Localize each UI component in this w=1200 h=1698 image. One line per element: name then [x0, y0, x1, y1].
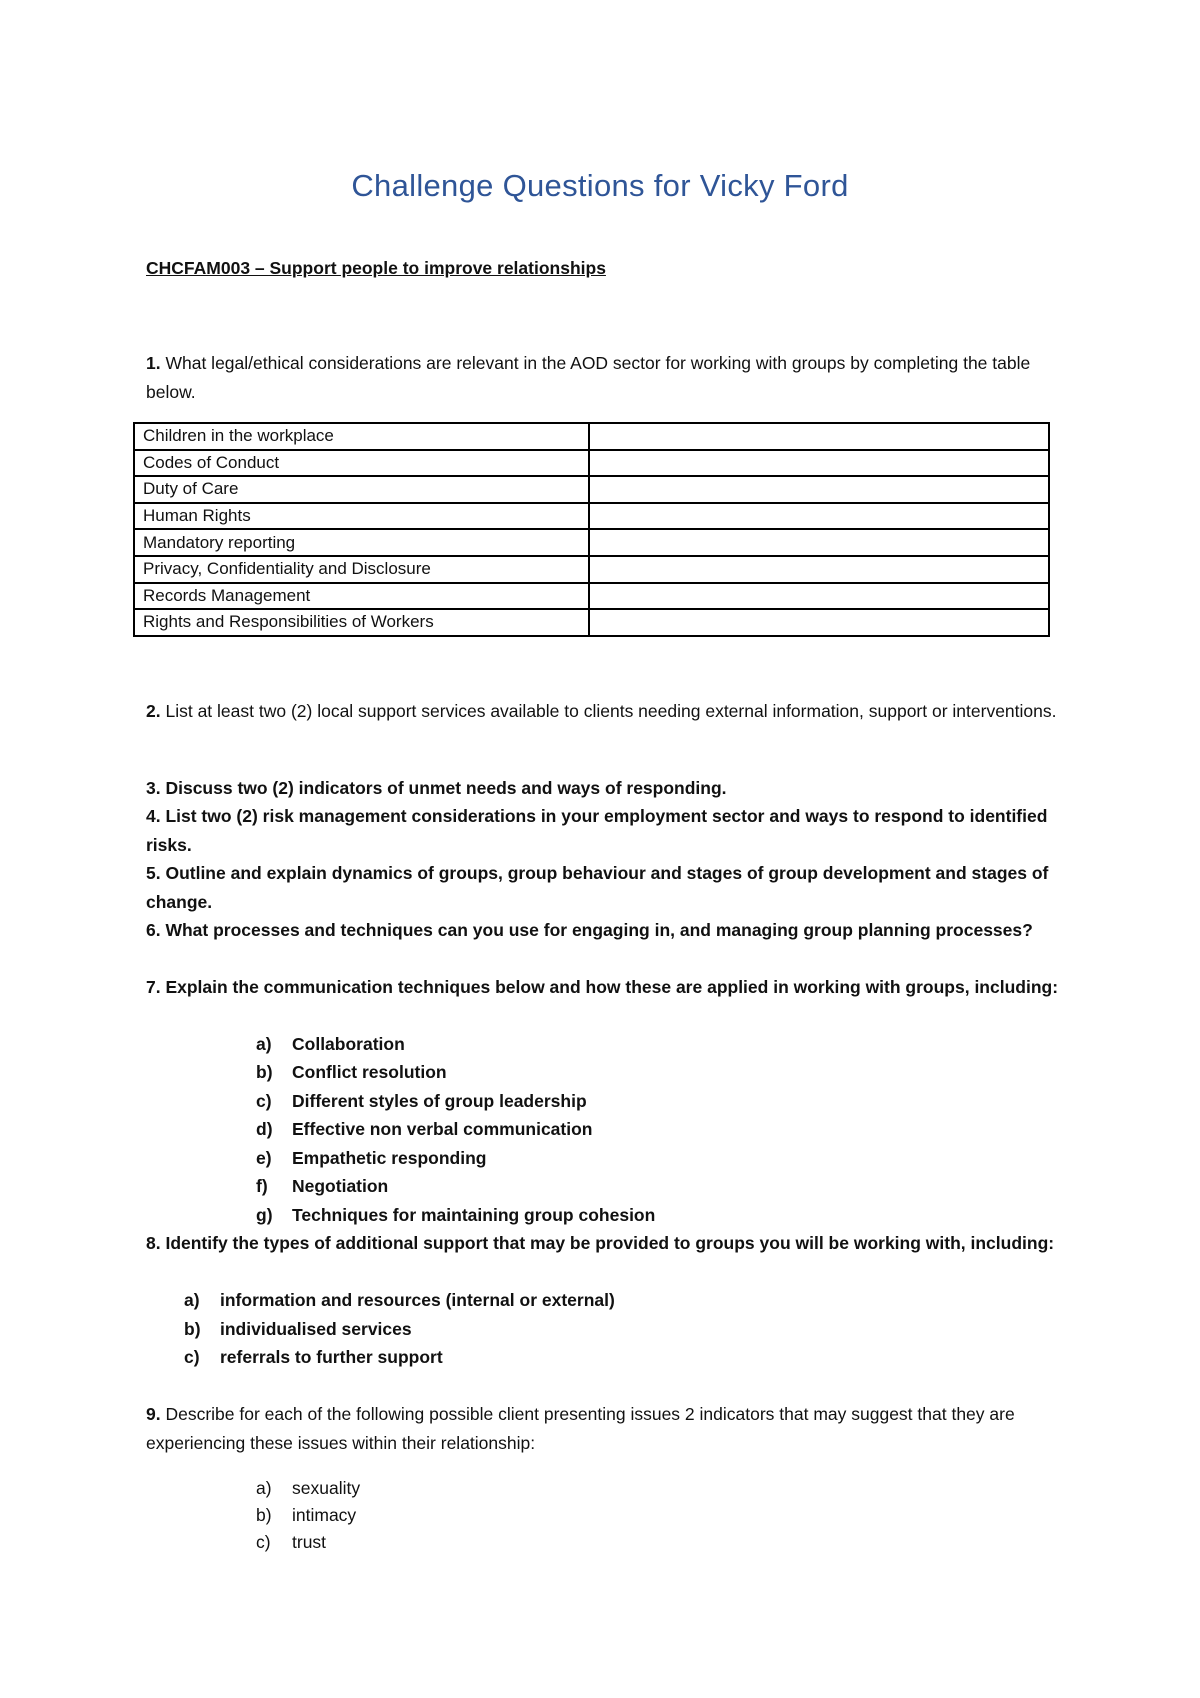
list-item-text: Collaboration	[292, 1034, 405, 1054]
list-item-text: information and resources (internal or external)	[220, 1290, 615, 1310]
table-cell-answer[interactable]	[589, 476, 1049, 503]
list-item-text: trust	[292, 1532, 327, 1552]
considerations-table	[133, 422, 1050, 637]
question-4: 4. List two (2) risk management considerations in your employment sector and ways to respond to identified risks.	[146, 806, 1048, 855]
table-row	[134, 450, 1049, 477]
table-row	[134, 609, 1049, 636]
list-marker: b)	[256, 1505, 272, 1525]
list-item-text: Negotiation	[292, 1176, 389, 1196]
question-8: 8. Identify the types of additional support that may be provided to groups you will be working with, including:	[146, 1233, 1055, 1253]
question-1-text: What legal/ethical considerations are relevant in the AOD sector for working with groups by completing the table below.	[146, 353, 1031, 402]
table-row	[134, 423, 1049, 450]
question-7: 7. Explain the communication techniques below and how these are applied in working with groups, including:	[146, 977, 1059, 997]
list-marker: c)	[184, 1347, 200, 1367]
list-marker: c)	[256, 1532, 271, 1552]
table-row	[134, 583, 1049, 610]
list-item-text: Effective non verbal communication	[292, 1119, 593, 1139]
list-item	[256, 1115, 592, 1144]
table-cell-answer[interactable]	[589, 583, 1049, 610]
question-3: 3. Discuss two (2) indicators of unmet needs and ways of responding.	[146, 778, 727, 798]
table-cell-label: Rights and Responsibilities of Workers	[134, 609, 589, 636]
question-9	[146, 1400, 1066, 1457]
list-item	[256, 1030, 405, 1059]
page-title: Challenge Questions for Vicky Ford	[351, 168, 849, 203]
list-item	[184, 1343, 443, 1372]
question-2-number: 2.	[146, 701, 161, 721]
list-marker: b)	[184, 1319, 201, 1339]
table-cell-answer[interactable]	[589, 609, 1049, 636]
list-item	[256, 1144, 486, 1173]
table-cell-answer[interactable]	[589, 556, 1049, 583]
list-marker: d)	[256, 1119, 273, 1139]
list-marker: f)	[256, 1176, 268, 1196]
question-6: 6. What processes and techniques can you use for engaging in, and managing group planning processes?	[146, 920, 1033, 940]
table-cell-label: Records Management	[134, 583, 589, 610]
list-item-text: Conflict resolution	[292, 1062, 447, 1082]
list-marker: a)	[256, 1478, 272, 1498]
list-marker: a)	[184, 1290, 200, 1310]
list-item	[256, 1172, 388, 1201]
table-cell-label: Children in the workplace	[134, 423, 589, 450]
list-item	[184, 1286, 615, 1315]
list-marker: c)	[256, 1091, 272, 1111]
list-item-text: individualised services	[220, 1319, 412, 1339]
table-row	[134, 556, 1049, 583]
table-cell-answer[interactable]	[589, 423, 1049, 450]
table-cell-answer[interactable]	[589, 529, 1049, 556]
table-cell-answer[interactable]	[589, 503, 1049, 530]
table-cell-label: Human Rights	[134, 503, 589, 530]
list-item	[256, 1087, 587, 1116]
table-row	[134, 529, 1049, 556]
question-1-number: 1.	[146, 353, 161, 373]
list-item	[256, 1501, 356, 1530]
question-9-text: Describe for each of the following possible client presenting issues 2 indicators that may suggest that they are experiencing these issues within their relationship:	[146, 1404, 1015, 1453]
question-5: 5. Outline and explain dynamics of groups, group behaviour and stages of group development and stages of change.	[146, 863, 1049, 912]
list-marker: e)	[256, 1148, 272, 1168]
list-item	[256, 1528, 326, 1557]
table-row	[134, 476, 1049, 503]
table-row	[134, 503, 1049, 530]
table-cell-label: Mandatory reporting	[134, 529, 589, 556]
question-2-text: List at least two (2) local support services available to clients needing external information, support or interventions.	[160, 701, 1057, 721]
list-item	[256, 1058, 447, 1087]
list-item-text: intimacy	[292, 1505, 357, 1525]
question-9-number: 9.	[146, 1404, 161, 1424]
table-cell-label: Codes of Conduct	[134, 450, 589, 477]
list-item-text: sexuality	[292, 1478, 361, 1498]
list-marker: b)	[256, 1062, 273, 1082]
unit-subtitle: CHCFAM003 – Support people to improve relationships	[146, 258, 606, 278]
list-item-text: Empathetic responding	[292, 1148, 487, 1168]
table-cell-label: Duty of Care	[134, 476, 589, 503]
question-1	[146, 349, 1066, 406]
question-2	[146, 697, 1066, 726]
list-item-text: Different styles of group leadership	[292, 1091, 587, 1111]
list-item-text: referrals to further support	[220, 1347, 443, 1367]
list-item	[184, 1315, 412, 1344]
list-item-text: Techniques for maintaining group cohesion	[292, 1205, 656, 1225]
list-marker: a)	[256, 1034, 272, 1054]
list-item	[256, 1201, 655, 1230]
list-item	[256, 1474, 360, 1503]
table-cell-answer[interactable]	[589, 450, 1049, 477]
table-cell-label: Privacy, Confidentiality and Disclosure	[134, 556, 589, 583]
list-marker: g)	[256, 1205, 273, 1225]
